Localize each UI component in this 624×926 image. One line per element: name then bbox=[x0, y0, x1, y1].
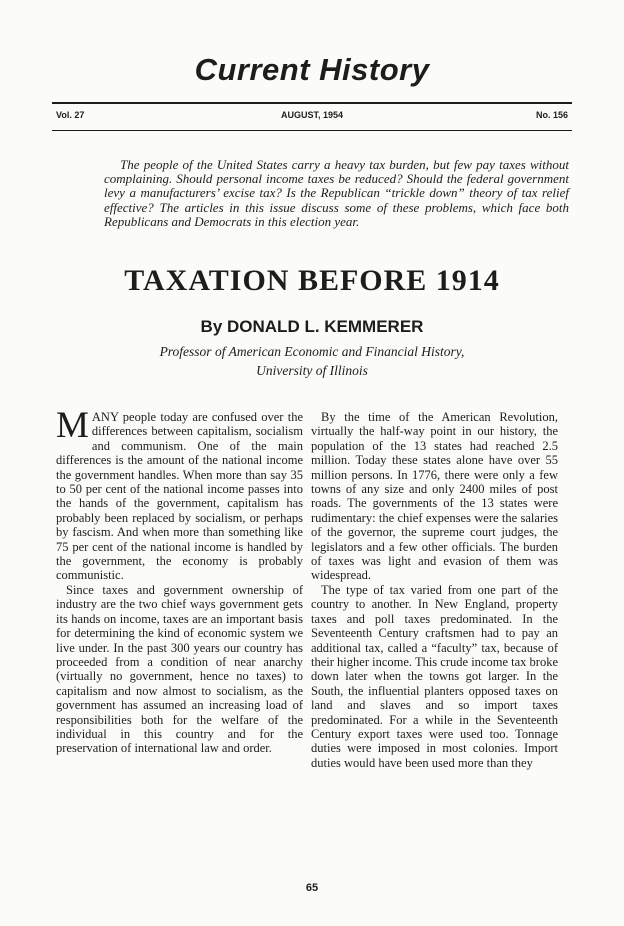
masthead-rule-top bbox=[52, 102, 572, 104]
article-column-right bbox=[311, 410, 558, 770]
article-byline: By DONALD L. KEMMERER bbox=[200, 317, 424, 336]
body-paragraph: By the time of the American Revolution, virtually the half-way point in our history, the population of the 13 states had reached 2.5 million. Today these states alone have over 55 million persons. In 1776, there were only a few towns of any size and only 2400 miles of post roads. The governments of the 13 states were rudimentary: the chief expenses were the salaries of the governor, the supreme court judges, the legislators and a few other officials. The burden of taxes was light and evasion of them was widespread. bbox=[311, 410, 558, 583]
article-title: TAXATION BEFORE 1914 bbox=[124, 264, 500, 297]
intro-paragraph: The people of the United States carry a heavy tax burden, but few pay taxes without complaining. Should personal income taxes be reduced? Should the federal government levy a manufacturers’ excise tax? Is the Republican “trickle down” theory of tax relief effective? The articles in this issue discuss some of these problems, which face both Republicans and Democrats in this election year. bbox=[104, 157, 569, 229]
author-affiliation-university: University of Illinois bbox=[256, 363, 368, 378]
magazine-title: Current History bbox=[194, 52, 430, 87]
paragraph-text: ANY people today are confused over the differences between capitalism, socialism and communism. One of the main differences is the amount of the national income the government handles. When more than say 35 to 50 per cent of the national income passes into the hands of the government, capitalism has probably been replaced by socialism, or perhaps by fascism. And when more than something like 75 per cent of the national income is handled by the government, the economy is probably communistic. bbox=[56, 410, 303, 583]
issue-date: AUGUST, 1954 bbox=[280, 110, 344, 120]
body-paragraph: The type of tax varied from one part of the country to another. In New England, property taxes and poll taxes predominated. In the Seventeenth Century craftsmen had to pay an additional tax, called a “faculty” tax, because of their higher income. This crude income tax broke down later when the towns got larger. In the South, the influential planters opposed taxes on land and slaves and so import taxes predominated. For a while in the Seventeenth Century export taxes were used too. Tonnage duties were imposed in most colonies. Import duties would have been used more than they bbox=[311, 582, 558, 770]
issue-introduction bbox=[104, 158, 569, 229]
article-column-left bbox=[56, 405, 303, 756]
masthead-rule-bottom bbox=[52, 130, 572, 131]
volume-label: Vol. 27 bbox=[56, 110, 85, 120]
author-affiliation-title: Professor of American Economic and Financial History, bbox=[159, 344, 465, 359]
issue-number: No. 156 bbox=[535, 110, 568, 120]
drop-cap: M bbox=[56, 405, 89, 446]
page-number: 65 bbox=[305, 882, 319, 894]
body-paragraph bbox=[56, 405, 303, 583]
body-paragraph: Since taxes and government ownership of industry are the two chief ways government gets its hands on income, taxes are an important basis for determining the kind of economic system we live under. In the past 300 years our country has proceeded from a condition of near anarchy (virtually no government, hence no taxes) to capitalism and now almost to socialism, as the government has assumed an increasing load of responsibilities both for the welfare of the individual in this country and for the preservation of international law and order. bbox=[56, 582, 303, 756]
